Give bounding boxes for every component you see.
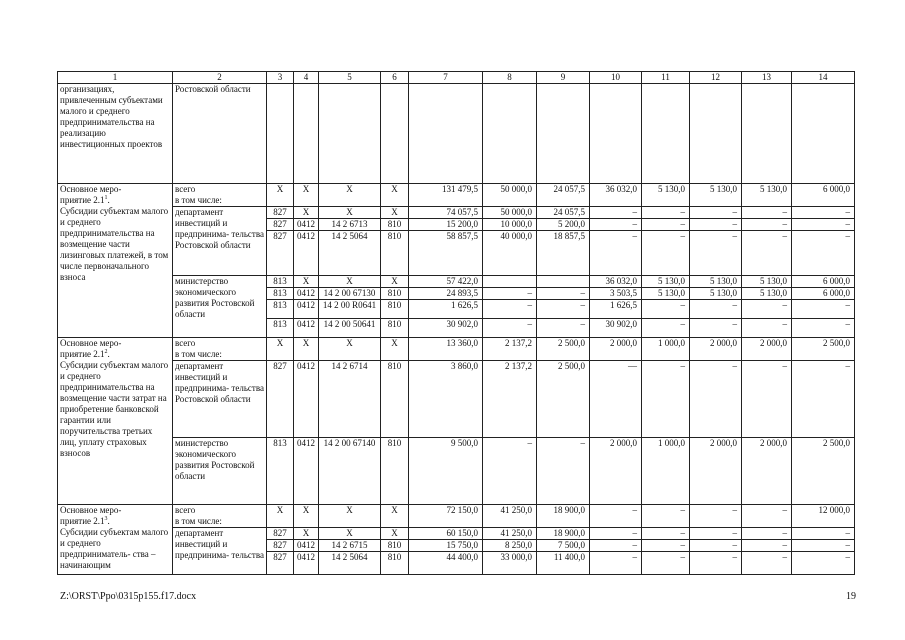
amount-cell: – — [590, 219, 642, 231]
measure-number-text: приятие 2.1 — [60, 516, 105, 526]
code-cell: X — [381, 338, 409, 361]
column-number: 4 — [294, 72, 319, 84]
amount-cell: – — [483, 288, 537, 300]
amount-cell: – — [690, 319, 742, 338]
amount-cell: 2 500,0 — [537, 338, 590, 361]
amount-cell: — — [590, 361, 642, 438]
amount-cell: 9 500,0 — [409, 438, 483, 505]
amount-cell: – — [792, 207, 855, 219]
code-cell: 810 — [381, 219, 409, 231]
column-header-row — [58, 72, 855, 84]
total-sublabel: в том числе: — [175, 195, 222, 205]
amount-cell: 10 000,0 — [483, 219, 537, 231]
empty-cell — [537, 84, 590, 184]
amount-cell: 12 000,0 — [792, 505, 855, 528]
table-row — [58, 361, 855, 438]
amount-cell: – — [742, 300, 792, 319]
amount-cell: – — [590, 207, 642, 219]
amount-cell — [483, 276, 537, 288]
code-cell: 827 — [267, 552, 294, 575]
executor-cell: департамент инвестиций и предпринима- тельства Ростовской области — [173, 361, 267, 438]
amount-cell: – — [537, 300, 590, 319]
amount-cell: 2 000,0 — [742, 438, 792, 505]
amount-cell: 131 479,5 — [409, 184, 483, 207]
amount-cell: – — [690, 219, 742, 231]
code-cell: 827 — [267, 219, 294, 231]
code-cell: 827 — [267, 361, 294, 438]
code-cell: 0412 — [294, 300, 319, 319]
amount-cell: – — [690, 540, 742, 552]
column-number: 12 — [690, 72, 742, 84]
code-cell: 0412 — [294, 438, 319, 505]
amount-cell: 41 250,0 — [483, 528, 537, 540]
measure-title-line: Основное меро- — [60, 184, 122, 194]
amount-cell: – — [590, 540, 642, 552]
amount-cell: 11 400,0 — [537, 552, 590, 575]
amount-cell: 5 130,0 — [642, 276, 690, 288]
amount-cell: – — [742, 505, 792, 528]
amount-cell: – — [642, 361, 690, 438]
code-cell: X — [267, 338, 294, 361]
amount-cell: 3 860,0 — [409, 361, 483, 438]
total-label: всего — [175, 338, 196, 348]
amount-cell: – — [690, 231, 742, 276]
measure-number: приятие $2.1^3$. — [60, 516, 110, 526]
amount-cell: 50 000,0 — [483, 207, 537, 219]
amount-cell: – — [792, 300, 855, 319]
measure-number-text: приятие 2.1 — [60, 195, 105, 205]
code-cell: 810 — [381, 552, 409, 575]
amount-cell: 1 000,0 — [642, 438, 690, 505]
executor-cell: департамент инвестиций и предпринима- тельства Ростовской области — [173, 207, 267, 276]
amount-cell: – — [742, 207, 792, 219]
table-row — [58, 84, 855, 184]
amount-cell: 2 000,0 — [690, 438, 742, 505]
amount-cell: 3 503,5 — [590, 288, 642, 300]
amount-cell: – — [792, 219, 855, 231]
amount-cell: 40 000,0 — [483, 231, 537, 276]
amount-cell: – — [792, 552, 855, 575]
code-cell: 810 — [381, 319, 409, 338]
code-cell: X — [294, 338, 319, 361]
amount-cell: – — [642, 552, 690, 575]
amount-cell: 5 130,0 — [642, 184, 690, 207]
code-cell: X — [381, 207, 409, 219]
empty-cell — [267, 84, 294, 184]
executor-cell: Ростовской области — [173, 84, 267, 184]
measure-title-line: Основное меро- — [60, 338, 122, 348]
amount-cell: 18 900,0 — [537, 528, 590, 540]
column-number: 14 — [792, 72, 855, 84]
amount-cell: 15 200,0 — [409, 219, 483, 231]
amount-cell: – — [642, 207, 690, 219]
amount-cell: 57 422,0 — [409, 276, 483, 288]
amount-cell: – — [690, 300, 742, 319]
empty-cell — [319, 84, 381, 184]
measure-name-cell: организациях, привлеченным субъектами малого и среднего предпринимательства на реализацию инвестиционных проектов — [58, 84, 173, 184]
code-cell: X — [381, 184, 409, 207]
measure-number: приятие $2.1^1$. — [60, 195, 110, 205]
amount-cell: – — [742, 219, 792, 231]
amount-cell: 6 000,0 — [792, 276, 855, 288]
amount-cell: – — [792, 540, 855, 552]
amount-cell: 2 500,0 — [792, 338, 855, 361]
amount-cell: 5 130,0 — [742, 184, 792, 207]
code-cell: 810 — [381, 361, 409, 438]
amount-cell: – — [590, 231, 642, 276]
empty-cell — [294, 84, 319, 184]
amount-cell: 1 626,5 — [590, 300, 642, 319]
total-label-cell — [173, 505, 267, 528]
code-cell: 14 2 5064 — [319, 552, 381, 575]
column-number: 9 — [537, 72, 590, 84]
code-cell: 14 2 6714 — [319, 361, 381, 438]
code-cell: X — [294, 528, 319, 540]
executor-cell: департамент инвестиций и предпринима- тельства — [173, 528, 267, 575]
amount-cell: – — [792, 231, 855, 276]
amount-cell: – — [690, 528, 742, 540]
code-cell: 827 — [267, 528, 294, 540]
total-sublabel: в том числе: — [175, 516, 222, 526]
code-cell: 810 — [381, 231, 409, 276]
amount-cell: 44 400,0 — [409, 552, 483, 575]
column-number: 8 — [483, 72, 537, 84]
amount-cell: 5 130,0 — [690, 276, 742, 288]
amount-cell: 6 000,0 — [792, 288, 855, 300]
code-cell: X — [319, 184, 381, 207]
measure-title — [60, 338, 170, 349]
amount-cell: – — [642, 219, 690, 231]
amount-cell: 2 000,0 — [590, 438, 642, 505]
empty-cell — [590, 84, 642, 184]
code-cell: X — [381, 528, 409, 540]
amount-cell: 2 000,0 — [742, 338, 792, 361]
amount-cell: 18 900,0 — [537, 505, 590, 528]
code-cell: 14 2 6713 — [319, 219, 381, 231]
measure-number-text: приятие 2.1 — [60, 349, 105, 359]
code-cell: X — [294, 184, 319, 207]
amount-cell: 2 137,2 — [483, 338, 537, 361]
amount-cell: 5 130,0 — [742, 288, 792, 300]
amount-cell: – — [642, 528, 690, 540]
amount-cell: 8 250,0 — [483, 540, 537, 552]
column-number: 10 — [590, 72, 642, 84]
amount-cell: 6 000,0 — [792, 184, 855, 207]
amount-cell: 15 750,0 — [409, 540, 483, 552]
amount-cell: 72 150,0 — [409, 505, 483, 528]
empty-cell — [690, 84, 742, 184]
amount-cell: – — [642, 505, 690, 528]
amount-cell: – — [742, 528, 792, 540]
code-cell: 0412 — [294, 288, 319, 300]
measure-description: Субсидии субъектам малого и среднего предпринимательства на возмещение части затрат на приобретение банковской гарантии или поручительства третьих лиц, уплату страховых взносов — [60, 360, 169, 458]
code-cell: 827 — [267, 231, 294, 276]
amount-cell: – — [792, 319, 855, 338]
amount-cell: 60 150,0 — [409, 528, 483, 540]
amount-cell: – — [483, 300, 537, 319]
amount-cell: – — [792, 528, 855, 540]
measure-description: Субсидии субъектам малого и среднего предпринимательства на возмещение части лизинговых платежей, в том числе первоначального взноса — [60, 206, 169, 282]
amount-cell: 2 000,0 — [690, 338, 742, 361]
amount-cell: 5 130,0 — [742, 276, 792, 288]
code-cell: 0412 — [294, 540, 319, 552]
total-label-cell — [173, 184, 267, 207]
amount-cell: – — [537, 319, 590, 338]
code-cell: X — [267, 184, 294, 207]
code-cell: X — [319, 276, 381, 288]
column-number: 2 — [173, 72, 267, 84]
empty-cell — [381, 84, 409, 184]
amount-cell: 1 000,0 — [642, 338, 690, 361]
amount-cell: 1 626,5 — [409, 300, 483, 319]
table-row — [58, 438, 855, 505]
code-cell: X — [381, 276, 409, 288]
amount-cell: 2 137,2 — [483, 361, 537, 438]
column-number: 3 — [267, 72, 294, 84]
table-row — [58, 184, 855, 207]
column-number: 1 — [58, 72, 173, 84]
amount-cell: – — [537, 288, 590, 300]
amount-cell: 58 857,5 — [409, 231, 483, 276]
code-cell: 813 — [267, 300, 294, 319]
amount-cell: 7 500,0 — [537, 540, 590, 552]
amount-cell: – — [590, 552, 642, 575]
amount-cell: 24 893,5 — [409, 288, 483, 300]
amount-cell: – — [792, 361, 855, 438]
amount-cell: – — [690, 207, 742, 219]
code-cell: X — [294, 505, 319, 528]
amount-cell: – — [742, 361, 792, 438]
amount-cell: 30 902,0 — [409, 319, 483, 338]
footnote-mark: 3 — [104, 516, 108, 522]
code-cell: X — [267, 505, 294, 528]
code-cell: 813 — [267, 276, 294, 288]
executor-cell: министерство экономического развития Ростовской области — [173, 276, 267, 338]
code-cell: 810 — [381, 300, 409, 319]
code-cell: 827 — [267, 207, 294, 219]
code-cell: X — [381, 505, 409, 528]
code-cell: 14 2 6715 — [319, 540, 381, 552]
amount-cell: 50 000,0 — [483, 184, 537, 207]
file-path: Z:\ORST\Ppo\0315p155.f17.docx — [60, 591, 197, 602]
code-cell: 0412 — [294, 552, 319, 575]
footnote-mark: 2 — [104, 349, 108, 355]
footnote-mark: 1 — [104, 195, 108, 201]
column-number: 7 — [409, 72, 483, 84]
code-cell: 0412 — [294, 231, 319, 276]
amount-cell: – — [690, 361, 742, 438]
table-row — [58, 338, 855, 361]
column-number: 13 — [742, 72, 792, 84]
code-cell: X — [319, 505, 381, 528]
empty-cell — [409, 84, 483, 184]
amount-cell: – — [590, 528, 642, 540]
amount-cell: – — [537, 438, 590, 505]
executor-cell: министерство экономического развития Ростовской области — [173, 438, 267, 505]
measure-title — [60, 184, 170, 195]
empty-cell — [642, 84, 690, 184]
amount-cell: 24 057,5 — [537, 184, 590, 207]
column-number: 5 — [319, 72, 381, 84]
measure-name-cell — [58, 184, 173, 338]
column-number: 6 — [381, 72, 409, 84]
code-cell: 810 — [381, 438, 409, 505]
code-cell: 813 — [267, 438, 294, 505]
total-label-cell — [173, 338, 267, 361]
total-label: всего — [175, 505, 196, 515]
measure-description: Субсидии субъектам малого и среднего предприниматель- ства – начинающим — [60, 527, 169, 570]
code-cell: 0412 — [294, 319, 319, 338]
amount-cell: – — [642, 231, 690, 276]
code-cell: 14 2 5064 — [319, 231, 381, 276]
column-number: 11 — [642, 72, 690, 84]
amount-cell: 30 902,0 — [590, 319, 642, 338]
code-cell: 14 2 00 67130 — [319, 288, 381, 300]
amount-cell: – — [642, 540, 690, 552]
table-row — [58, 528, 855, 540]
amount-cell: 5 130,0 — [690, 288, 742, 300]
measure-name-cell — [58, 505, 173, 575]
code-cell: X — [294, 276, 319, 288]
budget-table — [57, 71, 855, 575]
code-cell: 14 2 00 67140 — [319, 438, 381, 505]
code-cell: X — [294, 207, 319, 219]
amount-cell: – — [590, 505, 642, 528]
measure-title-line: Основное меро- — [60, 505, 122, 515]
measure-title — [60, 505, 170, 516]
amount-cell: 13 360,0 — [409, 338, 483, 361]
empty-cell — [742, 84, 792, 184]
code-cell: 813 — [267, 288, 294, 300]
total-sublabel: в том числе: — [175, 349, 222, 359]
code-cell: 14 2 00 50641 — [319, 319, 381, 338]
amount-cell: 41 250,0 — [483, 505, 537, 528]
amount-cell: 74 057,5 — [409, 207, 483, 219]
amount-cell: 5 130,0 — [690, 184, 742, 207]
measure-name-cell — [58, 338, 173, 505]
amount-cell: – — [742, 552, 792, 575]
amount-cell: – — [690, 552, 742, 575]
amount-cell: 36 032,0 — [590, 276, 642, 288]
code-cell: X — [319, 207, 381, 219]
empty-cell — [483, 84, 537, 184]
amount-cell: – — [642, 300, 690, 319]
amount-cell: – — [742, 319, 792, 338]
code-cell: 14 2 00 R0641 — [319, 300, 381, 319]
code-cell: 0412 — [294, 361, 319, 438]
page-number: 19 — [846, 591, 856, 602]
code-cell: X — [319, 528, 381, 540]
amount-cell: – — [742, 540, 792, 552]
code-cell: 827 — [267, 540, 294, 552]
amount-cell: – — [742, 231, 792, 276]
table-row — [58, 505, 855, 528]
code-cell: 810 — [381, 288, 409, 300]
amount-cell: 33 000,0 — [483, 552, 537, 575]
amount-cell: – — [690, 505, 742, 528]
table-row — [58, 207, 855, 219]
amount-cell: – — [483, 319, 537, 338]
amount-cell: 2 500,0 — [792, 438, 855, 505]
measure-number: приятие $2.1^2$. — [60, 349, 110, 359]
empty-cell — [792, 84, 855, 184]
amount-cell: 2 000,0 — [590, 338, 642, 361]
total-label: всего — [175, 184, 196, 194]
amount-cell: 5 200,0 — [537, 219, 590, 231]
amount-cell: – — [483, 438, 537, 505]
code-cell: 813 — [267, 319, 294, 338]
code-cell: X — [319, 338, 381, 361]
code-cell: 810 — [381, 540, 409, 552]
amount-cell: 18 857,5 — [537, 231, 590, 276]
amount-cell — [537, 276, 590, 288]
code-cell: 0412 — [294, 219, 319, 231]
amount-cell: 5 130,0 — [642, 288, 690, 300]
amount-cell: 24 057,5 — [537, 207, 590, 219]
table-row — [58, 276, 855, 288]
amount-cell: – — [642, 319, 690, 338]
amount-cell: 36 032,0 — [590, 184, 642, 207]
amount-cell: 2 500,0 — [537, 361, 590, 438]
